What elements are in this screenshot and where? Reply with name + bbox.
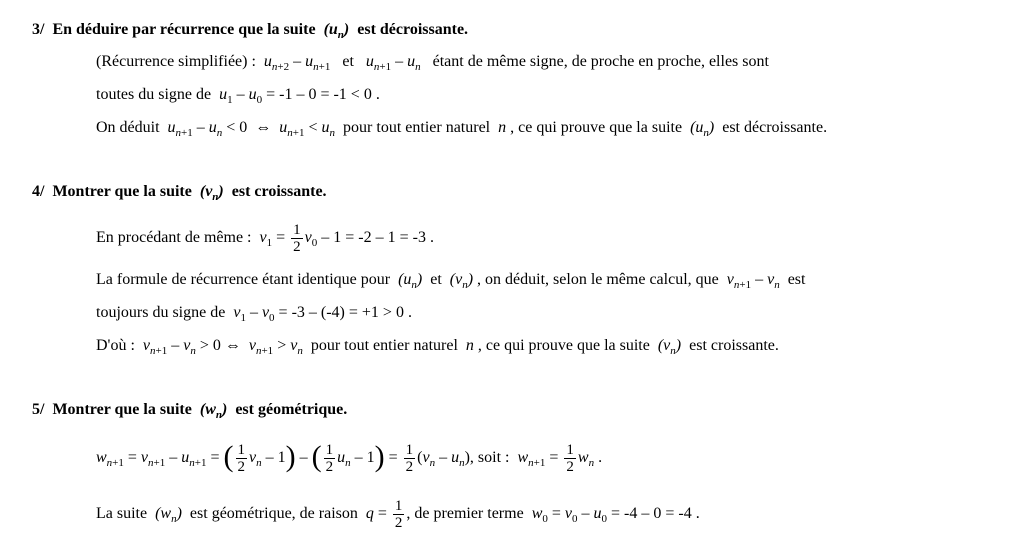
text: La suite <box>96 505 148 523</box>
section3-line2: toutes du signe de $u_1 - u_0 = -1 - 0 = -1 < 0$ . <box>96 86 380 106</box>
section4-title: Montrer que la suite <box>52 183 192 200</box>
text: , de premier terme <box>406 505 524 523</box>
fraction-half: $\frac{1}{2}$ <box>237 442 245 475</box>
section5-line2: La suite $(w_n)$ est géométrique, de raison q = $\frac{1}{2}$ , de premier terme $w_0 = v_0 - u_0 = -4 - 0 = -4$ . <box>96 498 700 531</box>
text: étant de même signe, de proche en proche, elles sont <box>432 53 769 70</box>
section4-heading: 4/ Montrer que la suite $(v_n)$ est croissante. <box>32 183 327 203</box>
text: pour tout entier naturel <box>310 337 458 354</box>
text: , on déduit, selon le même calcul, que <box>477 271 719 288</box>
fraction-half: $\frac{1}{2}$ <box>293 222 301 255</box>
section5-number: 5/ <box>32 401 45 418</box>
section4-title-end: est croissante. <box>231 183 327 200</box>
text: , ce qui prouve que la suite <box>510 119 683 136</box>
text: pour tout entier naturel <box>343 119 491 136</box>
section3-line1: (Récurrence simplifiée) : $u_{n+2} - u_{n+1}$ et $u_{n+1} - u_n$ étant de même signe, de proche en proche, elles sont <box>96 53 769 73</box>
text: La formule de récurrence étant identique pour <box>96 271 391 288</box>
section4-line3: toujours du signe de $v_1 - v_0 = -3 - (-4) = +1 > 0$ . <box>96 304 412 324</box>
text: = -1 – 0 = -1 < 0 . <box>266 86 380 103</box>
section4-line1: En procédant de même : $v_1$ = $\frac{1}{2}$ $v_0 - 1 = -2 - 1 = -3$ . <box>96 222 434 255</box>
text: On déduit <box>96 119 160 136</box>
text: D'où : <box>96 337 135 354</box>
text: , ce qui prouve que la suite <box>477 337 650 354</box>
text: est croissante. <box>689 337 779 354</box>
section4-number: 4/ <box>32 183 45 200</box>
fraction-half: $\frac{1}{2}$ <box>325 442 334 475</box>
text: , soit : <box>469 449 510 467</box>
text: toujours du signe de <box>96 304 226 321</box>
text: est décroissante. <box>722 119 828 136</box>
section3-title: En déduire par récurrence que la suite <box>52 21 316 38</box>
fraction-half: $\frac{1}{2}$ <box>405 442 414 475</box>
text: toutes du signe de <box>96 86 212 103</box>
text: et <box>430 271 442 288</box>
section3-title-end: est décroissante. <box>357 21 469 38</box>
section5-title: Montrer que la suite <box>52 401 192 418</box>
section3-line3: On déduit $u_{n+1} - u_n < 0$ ⇔ $u_{n+1} < u_n$ pour tout entier naturel n , ce qui prouve que la suite $(u_n)$ est décroissante. <box>96 119 828 139</box>
text: = -3 – (-4) = +1 > 0 . <box>278 304 412 321</box>
section4-line4: D'où : $v_{n+1} - v_n > 0$ ⇔ $v_{n+1} > v_n$ pour tout entier naturel n , ce qui prouve que la suite $(v_n)$ est croissante. <box>96 337 779 357</box>
text: et <box>342 53 354 70</box>
section3-number: 3/ <box>32 21 45 38</box>
text: – 1 = -2 – 1 = -3 . <box>321 229 434 247</box>
text: = -4 – 0 = -4 . <box>611 505 700 523</box>
text: est <box>787 271 806 288</box>
text: (Récurrence simplifiée) : <box>96 53 256 70</box>
section5-heading: 5/ Montrer que la suite $(w_n)$ est géométrique. <box>32 401 348 421</box>
section5-title-end: est géométrique. <box>235 401 348 418</box>
section4-line2: La formule de récurrence étant identique pour $(u_n)$ et $(v_n)$ , on déduit, selon le même calcul, que $v_{n+1} - v_n$ est <box>96 271 806 291</box>
text: En procédant de même : <box>96 229 252 247</box>
fraction-half: $\frac{1}{2}$ <box>394 498 403 531</box>
section5-line1: $w_{n+1} = v_{n+1} - u_{n+1}$ = ( $\frac{1}{2}$ $v_n - 1$) – ( $\frac{1}{2}$ $u_n - 1$) = $\frac{1}{2}$ $(v_n - u_n)$, soit : $w_{n+1}$ = $\frac{1}{2}$ $w_n$ . <box>96 439 603 475</box>
text: est géométrique, de raison <box>189 505 358 523</box>
fraction-half: $\frac{1}{2}$ <box>566 442 574 475</box>
section3-heading: 3/ En déduire par récurrence que la suite $(u_n)$ est décroissante. <box>32 21 469 41</box>
